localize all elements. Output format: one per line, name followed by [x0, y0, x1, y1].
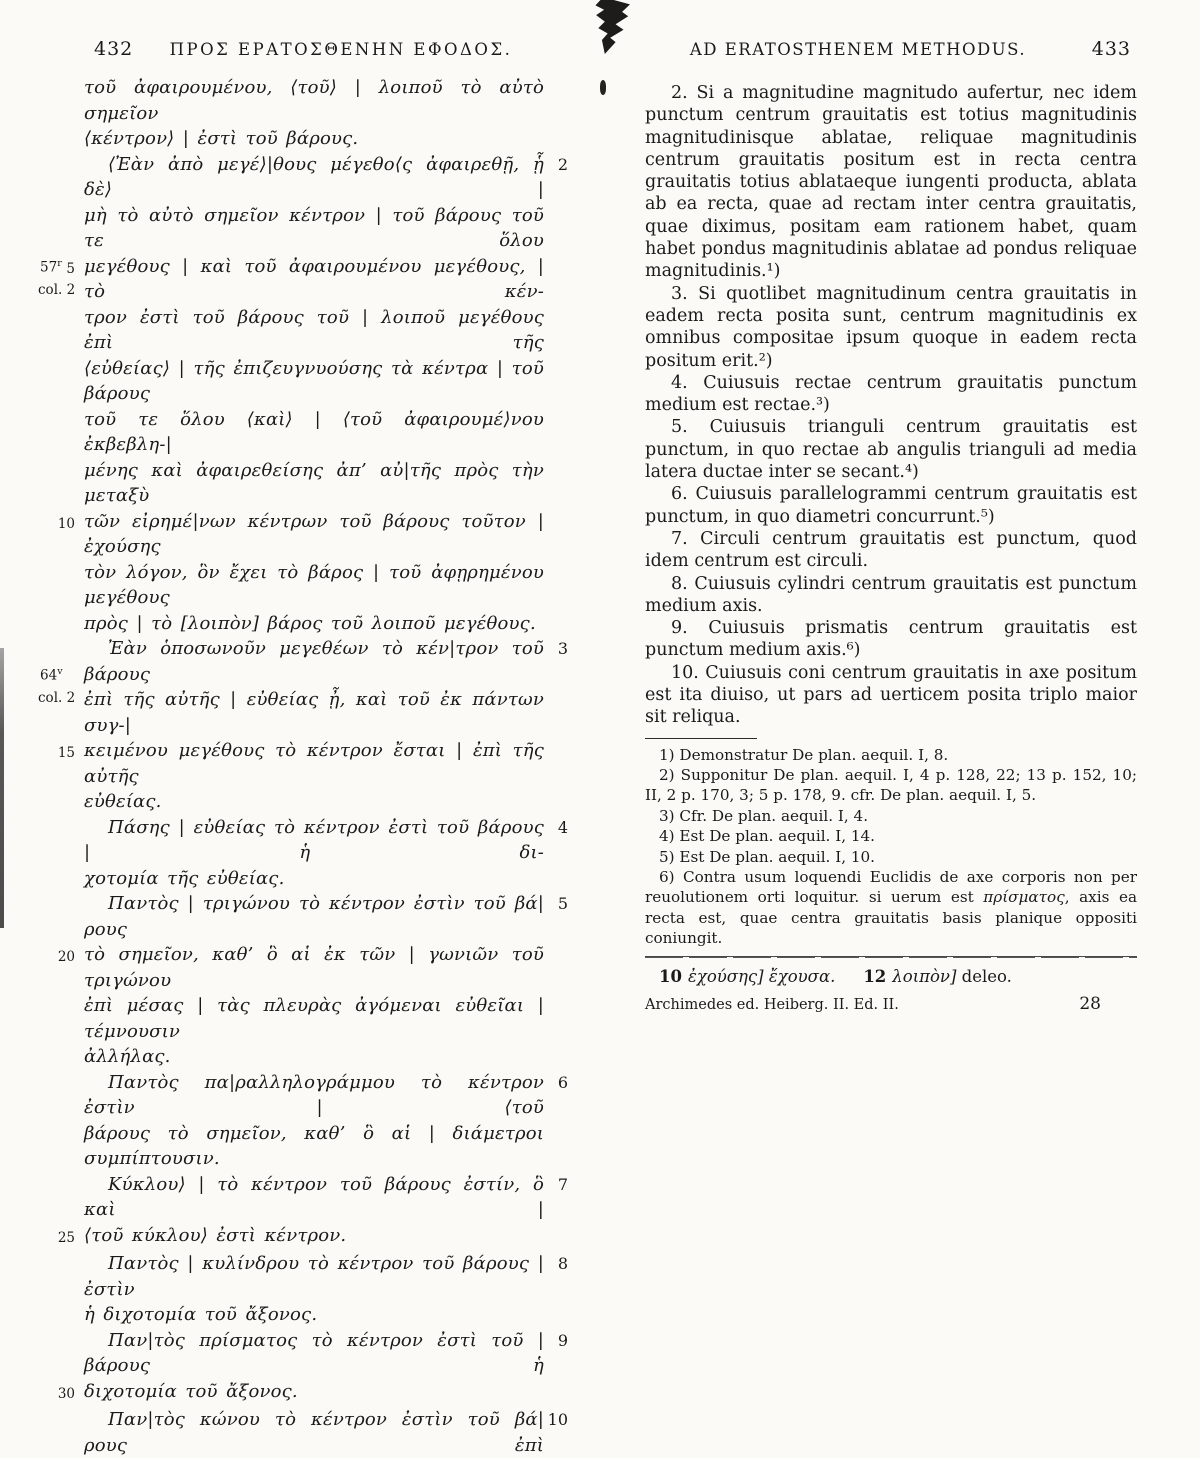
latin-text-block — [645, 82, 1137, 729]
latin-paragraph-2: 2. Si a magnitudine magnitudo aufertur, nec idem punctum centrum grauitatis est totius magnitudinis magnitudinisque ablatae, reliquae magnitudinis centrum grauitatis positum est in recta centra grauitatis totius ablataeque iungenti producta, ablata ab ea recta, quae ad rectam inter centra grauitatis, quae diximus, positam eam rationem habet, quam habet pondus magnitudinis ablatae ad pondus reliquae magnitudinis.¹) — [645, 83, 1137, 282]
greek-line: Κύκλου⟩ | τὸ κέντρον τοῦ βάρους ἐστίν, ὃ καὶ | 7 — [84, 1173, 568, 1220]
footnote-2: 2) Supponitur De plan. aequil. I, 4 p. 128, 22; 13 p. 152, 10; II, 2 p. 170, 3; 5 p. 178, 9. cfr. De plan. aequil. I, 5. — [645, 766, 1137, 805]
greek-line: τοῦ τε ὅλου ⟨καὶ⟩ | ⟨τοῦ ἀφαιρουμέ⟩νου ἐκβεβλη-| — [84, 408, 544, 455]
greek-line: Παντὸς | κυλίνδρου τὸ κέντρον τοῦ βάρους | ἐστὶν 8 — [84, 1253, 568, 1300]
greek-line: χοτομία τῆς εὐθείας. — [84, 867, 285, 889]
folio-note-57r: 57$^r$ — [40, 258, 62, 276]
edition-imprint: Archimedes ed. Heiberg. II. Ed. II. — [645, 996, 899, 1013]
left-running-head — [46, 38, 568, 60]
footnotes-block — [645, 745, 1137, 949]
greek-line: 25 ⟨τοῦ κύκλου⟩ ἐστὶ κέντρον. — [57, 1224, 347, 1246]
greek-line: ἀλλήλας. — [84, 1046, 171, 1067]
scan-artifact-page-edge — [0, 648, 4, 928]
greek-line: μὴ τὸ αὐτὸ σημεῖον κέντρον | τοῦ βάρους τοῦ τε ὅλου — [84, 204, 544, 251]
greek-line: Παντὸς πα|ραλληλογράμμου τὸ κέντρον ἐστὶν | ⟨τοῦ 6 — [84, 1071, 568, 1118]
greek-line: ἐπὶ μέσας | τὰς πλευρὰς ἀγόμεναι εὐθεῖαι | τέμνουσιν — [84, 995, 544, 1042]
latin-paragraph-8: 8. Cuiusuis cylindri centrum grauitatis est punctum medium axis. — [645, 573, 1137, 616]
folio-note-64v-col: col. 2 — [38, 690, 76, 706]
scan-artifact-gutter-ink — [594, 0, 630, 54]
greek-text-block — [38, 75, 568, 1458]
footnote-4: 4) Est De plan. aequil. I, 14. — [659, 827, 876, 846]
latin-paragraph-10: 10. Cuiusuis coni centrum grauitatis in axe positum est ita diuiso, ut pars ad uerticem posita triplo maior sit reliqua. — [645, 662, 1137, 728]
apparatus-line-number: 12 — [863, 966, 887, 986]
folio-note-57r-col: col. 2 — [38, 282, 76, 298]
footnote-6: 6) Contra usum loquendi Euclidis de axe corporis non per reuolutionem orti loquitur. si uerum est πρίσματος, axis ea recta est, quae centra grauitatis basis planique oppositi coniungit. — [645, 868, 1137, 948]
greek-line: ἡ διχοτομία τοῦ ἄξονος. — [84, 1304, 318, 1325]
latin-paragraph-6: 6. Cuiusuis parallelogrammi centrum grauitatis est punctum, in quo diametri concurrunt.⁵) — [645, 484, 1137, 527]
right-running-head — [645, 38, 1137, 60]
greek-line: ⟨Ἐὰν ἀπὸ μεγέ⟩|θους μέγεθο⟨ς ἀφαιρεθῇ, ᾗ δὲ⟩ | 2 — [84, 153, 568, 200]
greek-line: Πάσης | εὐθείας τὸ κέντρον ἐστὶ τοῦ βάρους | ἡ δι- 4 — [84, 816, 568, 863]
greek-line: Παντὸς | τριγώνου τὸ κέντρον ἐστὶν τοῦ βά|ρους 5 — [84, 893, 568, 940]
latin-paragraph-9: 9. Cuiusuis prismatis centrum grauitatis est punctum medium axis.⁶) — [645, 618, 1137, 661]
greek-line: βάρους τὸ σημεῖον, καθ’ ὃ αἱ | διάμετροι συμπίπτουσιν. — [84, 1122, 544, 1169]
apparatus-separator-rule — [645, 956, 1137, 958]
greek-line: 30 διχοτομία τοῦ ἄξονος. — [57, 1380, 298, 1402]
greek-line: Παν|τὸς πρίσματος τὸ κέντρον ἐστὶ τοῦ | βάρους ἡ 9 — [84, 1329, 568, 1376]
footnote-1: 1) Demonstratur De plan. aequil. I, 8. — [659, 745, 949, 764]
right-running-title: AD ERATOSTHENEM METHODUS. — [689, 40, 1027, 59]
critical-apparatus: 10 ἐχούσης] ἔχουσα. 12 λοιπὸν] deleo. — [659, 966, 1012, 986]
greek-line: 5 μεγέθους | καὶ τοῦ ἀφαιρουμένου μεγέθους, | τὸ κέν- — [66, 255, 544, 302]
greek-line: ἐπὶ τῆς αὐτῆς | εὐθείας ᾖ, καὶ τοῦ ἐκ πάντων συγ-| — [84, 689, 544, 736]
greek-line: εὐθείας. — [84, 791, 162, 812]
left-page-number: 432 — [94, 38, 134, 60]
greek-line: Παν|τὸς κώνου τὸ κέντρον ἐστὶν τοῦ βά|ρους ἐπὶ 10 — [84, 1409, 568, 1456]
greek-line: 20 τὸ σημεῖον, καθ’ ὃ αἱ ἐκ τῶν | γωνιῶν τοῦ τριγώνου — [57, 944, 544, 991]
greek-line: τρον ἐστὶ τοῦ βάρους τοῦ | λοιποῦ μεγέθους ἐπὶ τῆς — [84, 306, 544, 353]
apparatus-line-number: 10 — [659, 966, 682, 986]
greek-line: 10 τῶν εἰρημέ|νων κέντρων τοῦ βάρους τοῦτον | ἐχούσης — [57, 510, 544, 557]
scan-artifact-ink-dot — [600, 80, 606, 95]
footnote-separator-rule — [645, 738, 757, 739]
latin-paragraph-5: 5. Cuiusuis trianguli centrum grauitatis est punctum, in quo rectae ab angulis trianguli ad media latera ductae inter se secant.⁴) — [645, 417, 1137, 483]
footnote-3: 3) Cfr. De plan. aequil. I, 4. — [659, 806, 869, 825]
page-footer — [645, 994, 1137, 1014]
greek-line: ⟨εὐθείας⟩ | τῆς ἐπιζευγνυούσης τὰ κέντρα | τοῦ βάρους — [84, 357, 544, 404]
signature-number: 28 — [1079, 993, 1101, 1014]
footnote-5: 5) Est De plan. aequil. I, 10. — [659, 847, 876, 866]
left-page — [38, 0, 568, 1458]
left-running-title: ΠΡΟΣ ΕΡΑΤΟΣΘΕΝΗΝ ΕΦΟΔΟΣ. — [169, 40, 513, 59]
folio-note-64v: 64$^v$ — [40, 666, 63, 684]
greek-line: 15 κειμένου μεγέθους τὸ κέντρον ἔσται | ἐπὶ τῆς αὐτῆς — [57, 740, 544, 787]
latin-paragraph-4: 4. Cuiusuis rectae centrum grauitatis punctum medium est rectae.³) — [645, 372, 1137, 416]
right-page — [645, 0, 1137, 1014]
greek-line: πρὸς | τὸ [λοιπὸν] βάρος τοῦ λοιποῦ μεγέθους. — [84, 612, 536, 634]
greek-line: Ἐὰν ὁποσωνοῦν μεγεθέων τὸ κέν|τρον τοῦ βάρους 3 — [84, 638, 568, 685]
greek-line: ⟨κέντρον⟩ | ἐστὶ τοῦ βάρους. — [84, 128, 359, 149]
right-page-number: 433 — [1091, 38, 1131, 60]
latin-paragraph-7: 7. Circuli centrum grauitatis est punctum, quod idem centrum est circuli. — [645, 528, 1137, 572]
greek-line: μένης καὶ ἀφαιρεθείσης ἀπ’ αὐ|τῆς πρὸς τὴν μεταξὺ — [84, 459, 544, 506]
greek-line: τὸν λόγον, ὃν ἔχει τὸ βάρος | τοῦ ἀφῃρημένου μεγέθους — [84, 561, 544, 608]
latin-paragraph-3: 3. Si quotlibet magnitudinum centra grauitatis in eadem recta posita sunt, centrum magnitudinis ex omnibus compositae ipsum quoque in eadem recta positum erit.²) — [645, 283, 1137, 371]
greek-line: τοῦ ἀφαιρουμένου, ⟨τοῦ⟩ | λοιποῦ τὸ αὐτὸ σημεῖον — [84, 77, 544, 124]
